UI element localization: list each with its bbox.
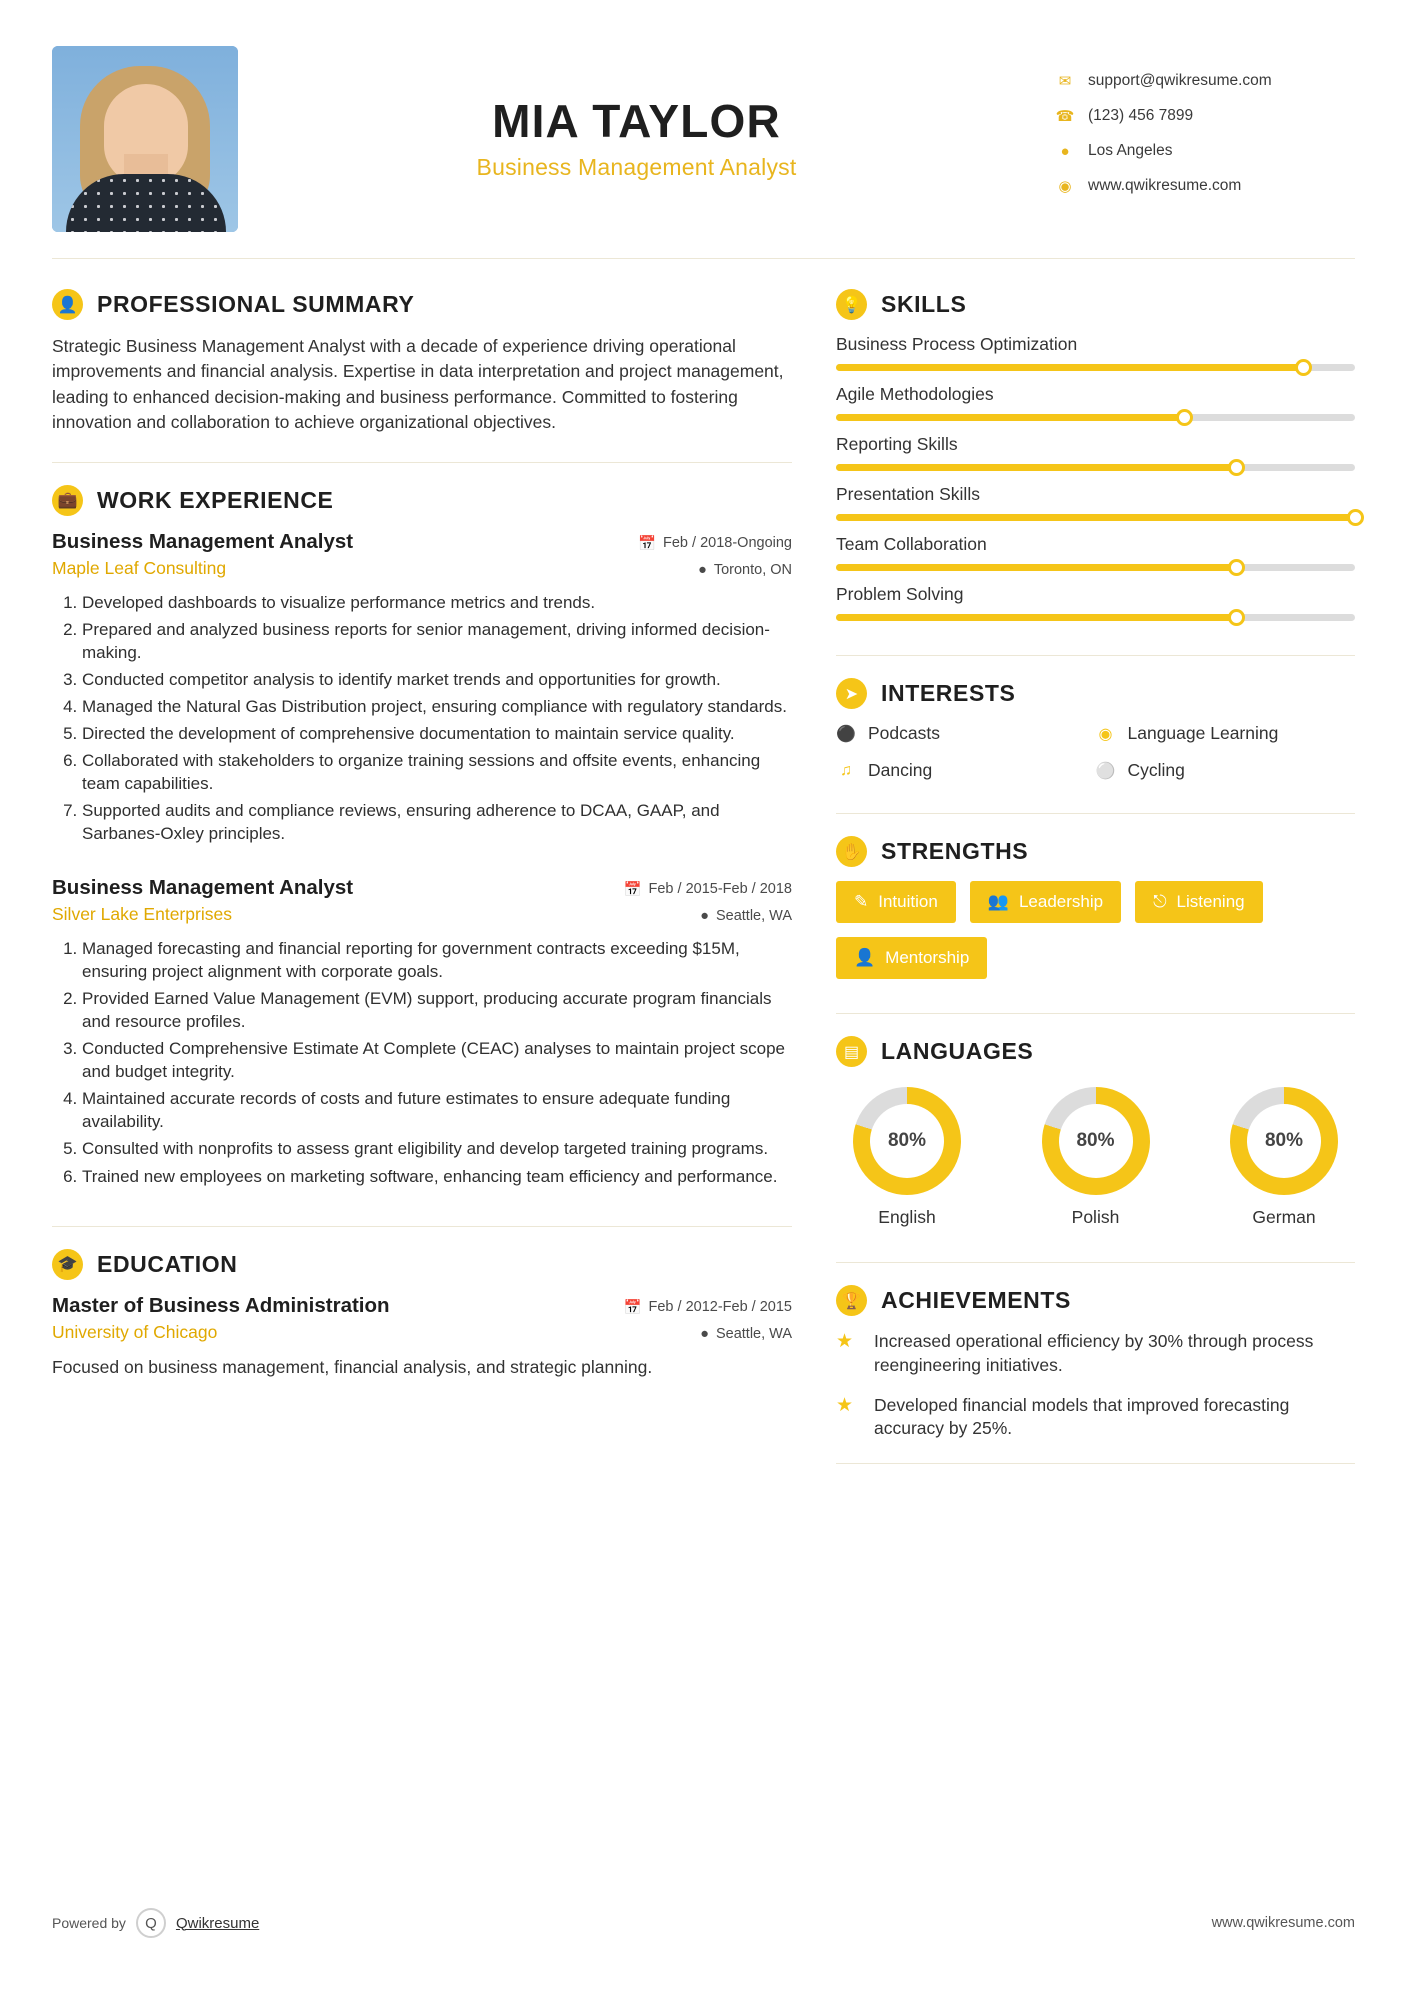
globe-icon: ◉	[1098, 725, 1113, 743]
section-title-summary: PROFESSIONAL SUMMARY	[97, 291, 415, 317]
paper-plane-icon: ➤	[836, 678, 867, 709]
experience-company: Maple Leaf Consulting	[52, 557, 227, 578]
experience-company-row	[52, 558, 792, 579]
resume-header	[52, 40, 1355, 254]
skill-item	[836, 534, 1355, 571]
contact-phone-text: (123) 456 7899	[1088, 107, 1194, 124]
strength-chip	[836, 881, 956, 923]
skill-label: Team Collaboration	[836, 534, 987, 554]
qwikresume-logo-icon: Q	[136, 1908, 166, 1938]
education-title-row	[52, 1294, 792, 1318]
name-block	[238, 97, 1055, 180]
contact-website-text: www.qwikresume.com	[1088, 177, 1242, 194]
left-column	[52, 283, 792, 1389]
language-percent: 80%	[870, 1104, 944, 1178]
skill-item	[836, 434, 1355, 471]
achievements-list	[836, 1330, 1355, 1441]
experience-location-text: Toronto, ON	[713, 561, 792, 578]
experience-dates-text: Feb / 2018-Ongoing	[663, 535, 792, 551]
skill-item	[836, 584, 1355, 621]
experience-item	[52, 876, 792, 1188]
experience-dates	[623, 881, 792, 898]
envelope-icon: ✉	[1058, 73, 1072, 90]
list-item: 2. Prepared and analyzed business reports for senior management, driving informed decision-making.	[82, 618, 792, 664]
skill-bar	[836, 614, 1355, 621]
achievement-text: Increased operational efficiency by 30% through process reengineering initiatives.	[874, 1331, 1314, 1375]
interest-item	[836, 723, 1096, 744]
education-dates-text: Feb / 2012-Feb / 2015	[648, 1299, 792, 1316]
achievement-item	[836, 1330, 1355, 1378]
location-pin-icon: ●	[700, 907, 709, 924]
footer-powered-by-label: Powered by	[52, 1915, 126, 1931]
calendar-icon: 📅	[623, 881, 642, 898]
list-item: 1. Managed forecasting and financial reporting for government contracts exceeding $15M, ensuring project alignment with corporate goals.	[82, 937, 792, 983]
graduation-cap-icon: 🎓	[52, 1249, 83, 1280]
lightbulb-icon: 💡	[836, 289, 867, 320]
headphones-icon: ⎋	[1153, 892, 1167, 911]
music-note-icon: ♫	[840, 761, 852, 779]
skill-bar-knob[interactable]	[1347, 509, 1364, 526]
section-header-achievements	[836, 1285, 1355, 1316]
skill-label: Agile Methodologies	[836, 384, 994, 404]
section-title-interests: INTERESTS	[881, 680, 1016, 706]
list-item: 2. Provided Earned Value Management (EVM) support, producing accurate program financials and resource profiles.	[82, 987, 792, 1033]
experience-company-row	[52, 904, 792, 925]
star-badge-icon: ★	[836, 1394, 854, 1416]
right-column	[836, 283, 1355, 1480]
skill-label: Reporting Skills	[836, 434, 958, 454]
list-item: 6. Trained new employees on marketing software, enhancing team efficiency and performance.	[82, 1165, 792, 1188]
skill-bar	[836, 414, 1355, 421]
experience-bullets	[52, 591, 792, 846]
language-donut	[1042, 1087, 1150, 1195]
interest-item	[836, 760, 1096, 781]
section-title-achievements: ACHIEVEMENTS	[881, 1287, 1071, 1313]
language-item	[842, 1087, 972, 1228]
microphone-icon: ⚫	[836, 725, 856, 743]
skill-bar-fill	[836, 364, 1303, 371]
experience-dates	[638, 535, 792, 552]
section-title-skills: SKILLS	[881, 291, 967, 317]
experience-title-row	[52, 530, 792, 554]
education-dates	[623, 1299, 792, 1316]
section-title-languages: LANGUAGES	[881, 1038, 1034, 1064]
list-item: 7. Supported audits and compliance reviews, ensuring adherence to DCAA, GAAP, and Sarbanes-Oxley principles.	[82, 799, 792, 845]
contact-email	[1055, 72, 1355, 90]
fist-icon: ✋	[836, 836, 867, 867]
users-icon: 👥	[987, 892, 1009, 911]
section-divider	[52, 462, 792, 463]
strength-label: Leadership	[1018, 892, 1104, 911]
contact-location	[1055, 142, 1355, 160]
contact-email-text: support@qwikresume.com	[1088, 72, 1272, 89]
section-title-strengths: STRENGTHS	[881, 838, 1029, 864]
section-header-summary	[52, 289, 792, 320]
skill-bar-fill	[836, 464, 1236, 471]
skill-bar	[836, 564, 1355, 571]
user-circle-icon: 👤	[52, 289, 83, 320]
education-description: Focused on business management, financial analysis, and strategic planning.	[52, 1356, 653, 1377]
user-plus-icon: 👤	[854, 948, 876, 967]
strength-chip	[1135, 881, 1263, 923]
skill-bar-knob[interactable]	[1228, 559, 1245, 576]
skill-bar	[836, 364, 1355, 371]
education-school-row	[52, 1322, 792, 1343]
experience-title-row	[52, 876, 792, 900]
list-item: 5. Consulted with nonprofits to assess grant eligibility and develop targeted training programs.	[82, 1137, 792, 1160]
languages-list	[836, 1081, 1355, 1228]
experience-location	[698, 562, 792, 578]
experience-job-title: Business Management Analyst	[52, 529, 354, 553]
list-item: 4. Managed the Natural Gas Distribution project, ensuring compliance with regulatory standards.	[82, 695, 792, 718]
skill-bar	[836, 514, 1355, 521]
education-degree: Master of Business Administration	[52, 1293, 390, 1317]
section-header-education	[52, 1249, 792, 1280]
section-divider	[836, 1013, 1355, 1014]
section-header-experience	[52, 485, 792, 516]
strength-label: Mentorship	[885, 948, 970, 967]
footer	[52, 1908, 1355, 1938]
section-header-skills	[836, 289, 1355, 320]
strength-chip	[970, 881, 1121, 923]
education-location	[700, 1326, 792, 1342]
skill-bar-knob[interactable]	[1295, 359, 1312, 376]
trophy-icon: 🏆	[836, 1285, 867, 1316]
skill-item	[836, 384, 1355, 421]
skill-bar-knob[interactable]	[1228, 459, 1245, 476]
strength-label: Listening	[1176, 892, 1245, 911]
language-item	[1219, 1087, 1349, 1228]
bicycle-icon: ⚪	[1095, 762, 1116, 780]
briefcase-icon: 💼	[52, 485, 83, 516]
skill-label: Presentation Skills	[836, 484, 980, 504]
education-location-text: Seattle, WA	[715, 1325, 792, 1342]
interest-label: Podcasts	[868, 723, 940, 743]
list-item: 1. Developed dashboards to visualize performance metrics and trends.	[82, 591, 792, 614]
achievement-item	[836, 1394, 1355, 1442]
calendar-icon: 📅	[637, 535, 657, 552]
experience-dates-text: Feb / 2015-Feb / 2018	[648, 881, 792, 898]
skill-label: Problem Solving	[836, 584, 964, 604]
skill-bar-fill	[836, 514, 1355, 521]
experience-company: Silver Lake Enterprises	[52, 903, 232, 924]
body-columns	[52, 283, 1355, 1480]
section-header-interests	[836, 678, 1355, 709]
skill-label: Business Process Optimization	[836, 334, 1078, 354]
page-title: MIA TAYLOR	[492, 95, 781, 148]
section-divider	[836, 813, 1355, 814]
list-item: 3. Conducted Comprehensive Estimate At Complete (CEAC) analyses to maintain project scope and budget integrity.	[82, 1037, 792, 1083]
footer-left	[52, 1908, 259, 1938]
strength-chip	[836, 937, 987, 979]
section-title-experience: WORK EXPERIENCE	[97, 486, 334, 513]
experience-location	[700, 908, 792, 924]
skill-item	[836, 484, 1355, 521]
language-donut	[1230, 1087, 1338, 1195]
language-donut	[853, 1087, 961, 1195]
location-pin-icon: ●	[700, 1325, 709, 1342]
phone-icon: ☎	[1055, 108, 1075, 125]
skill-bar-knob[interactable]	[1176, 409, 1193, 426]
list-item: 5. Directed the development of comprehensive documentation to maintain service quality.	[82, 722, 792, 745]
achievement-text: Developed financial models that improved forecasting accuracy by 25%.	[874, 1394, 1290, 1439]
pen-icon: ✎	[854, 892, 869, 911]
section-header-strengths	[836, 836, 1355, 867]
summary-text: Strategic Business Management Analyst with a decade of experience driving operational improvements and financial analysis. Expertise in data interpretation and project management, leading to enhanced decision-making and business performance. Committed to fostering innovation and collaboration to achieve organizational objectives.	[52, 336, 784, 433]
experience-job-title: Business Management Analyst	[52, 875, 354, 899]
header-divider	[52, 258, 1355, 259]
interest-item	[1096, 760, 1356, 781]
strength-label: Intuition	[878, 892, 938, 911]
language-label: Polish	[1071, 1207, 1120, 1227]
bottom-rule	[836, 1463, 1355, 1464]
globe-icon: ◉	[1058, 178, 1072, 195]
education-item	[52, 1294, 792, 1380]
education-school: University of Chicago	[52, 1321, 218, 1342]
calendar-icon: 📅	[623, 1299, 642, 1316]
experience-item	[52, 530, 792, 846]
list-item: 3. Conducted competitor analysis to identify market trends and opportunities for growth.	[82, 668, 792, 691]
interest-label: Language Learning	[1127, 723, 1279, 743]
job-role-subtitle: Business Management Analyst	[476, 153, 797, 180]
strengths-list	[836, 881, 1355, 979]
location-pin-icon: ●	[1060, 142, 1070, 160]
experience-bullets	[52, 937, 792, 1188]
section-divider	[836, 1262, 1355, 1263]
language-percent: 80%	[1059, 1104, 1133, 1178]
section-title-education: EDUCATION	[97, 1250, 238, 1277]
language-item	[1031, 1087, 1161, 1228]
contact-phone	[1055, 107, 1355, 125]
footer-brand-link[interactable]: Qwikresume	[175, 1914, 260, 1932]
contact-website	[1055, 177, 1355, 195]
section-divider	[836, 655, 1355, 656]
interest-label: Cycling	[1127, 760, 1185, 780]
interest-item	[1096, 723, 1356, 744]
list-item: 6. Collaborated with stakeholders to organize training sessions and offsite events, enhancing team capabilities.	[82, 749, 792, 795]
contact-list	[1055, 66, 1355, 212]
location-pin-icon: ●	[698, 561, 707, 578]
star-badge-icon: ★	[836, 1331, 854, 1352]
contact-location-text: Los Angeles	[1088, 142, 1173, 159]
skill-bar-knob[interactable]	[1228, 609, 1245, 626]
footer-website: www.qwikresume.com	[1211, 1915, 1355, 1931]
language-label: German	[1252, 1207, 1316, 1227]
avatar	[52, 46, 238, 232]
interests-list	[836, 723, 1355, 781]
id-card-icon: ▤	[836, 1036, 867, 1067]
section-divider	[52, 1226, 792, 1227]
skill-bar-fill	[836, 564, 1236, 571]
skill-bar	[836, 464, 1355, 471]
language-label: English	[878, 1207, 936, 1227]
section-header-languages	[836, 1036, 1355, 1067]
skill-item	[836, 334, 1355, 371]
experience-location-text: Seattle, WA	[715, 907, 792, 924]
interest-label: Dancing	[868, 760, 933, 780]
list-item: 4. Maintained accurate records of costs and future estimates to ensure adequate funding availability.	[82, 1087, 792, 1133]
skill-bar-fill	[836, 414, 1184, 421]
language-percent: 80%	[1247, 1104, 1321, 1178]
skill-bar-fill	[836, 614, 1236, 621]
